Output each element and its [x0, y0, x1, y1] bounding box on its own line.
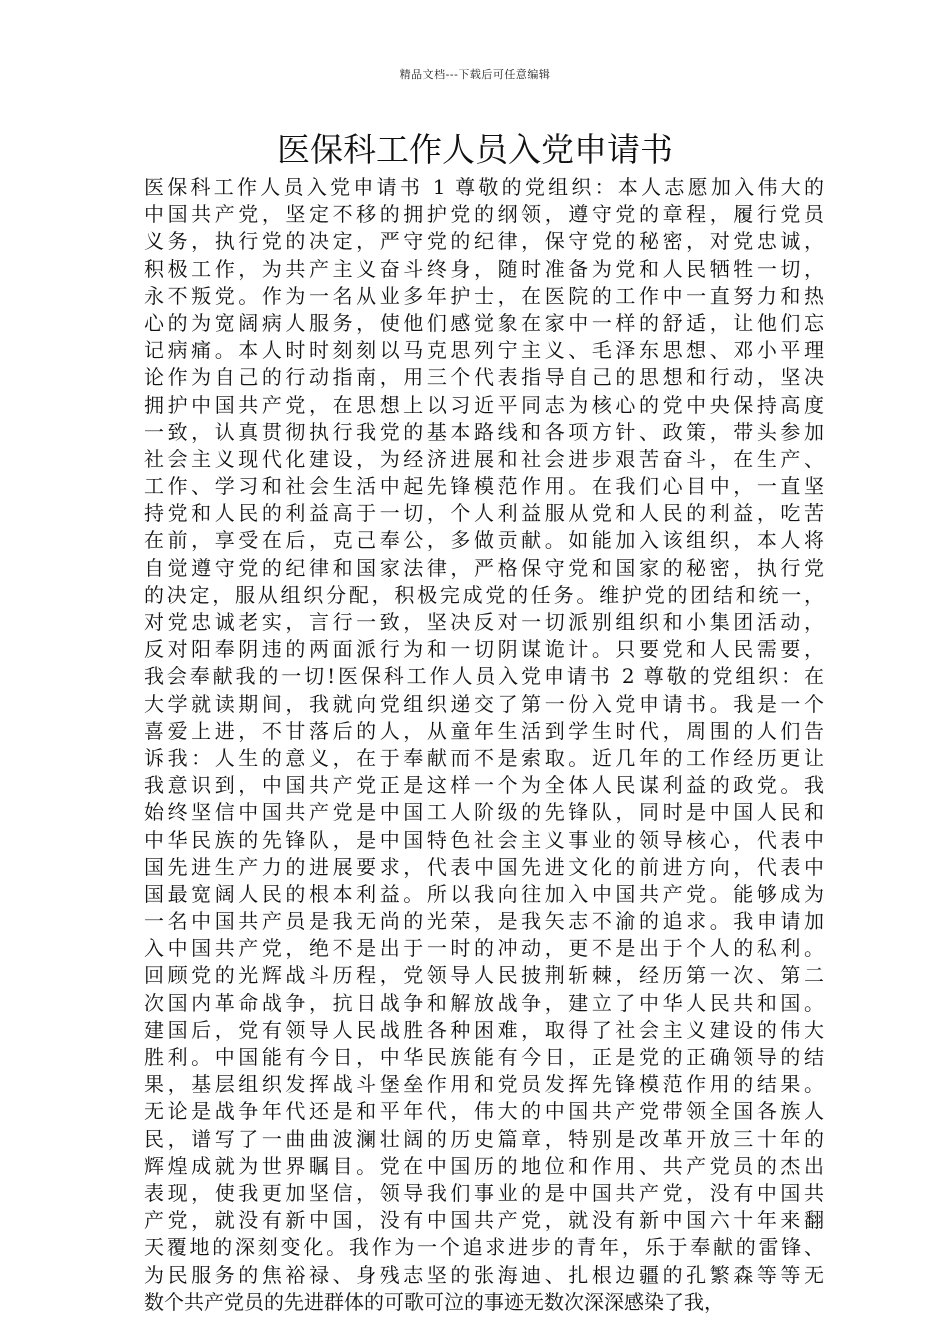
body-text-line: 我会奉献我的一切!医保科工作人员入党申请书 2 尊敬的党组织：在 [144, 664, 824, 689]
body-text-line: 国先进生产力的进展要求，代表中国先进文化的前进方向，代表中 [144, 854, 824, 879]
body-text-line: 论作为自己的行动指南，用三个代表指导自己的思想和行动，坚决 [144, 365, 824, 390]
body-text-line: 我意识到，中国共产党正是这样一个为全体人民谋利益的政党。我 [144, 773, 824, 798]
body-text-line: 数个共产党员的先进群体的可歌可泣的事迹无数次深深感染了我， [144, 1289, 724, 1314]
body-text-line: 积极工作，为共产主义奋斗终身，随时准备为党和人民牺牲一切， [144, 256, 824, 281]
body-text-line: 记病痛。本人时时刻刻以马克思列宁主义、毛泽东思想、邓小平理 [144, 338, 824, 363]
header-note: 精品文档---下载后可任意编辑 [399, 68, 551, 81]
body-text-line: 无论是战争年代还是和平年代，伟大的中国共产党带领全国各族人 [144, 1099, 824, 1124]
body-text-line: 次国内革命战争，抗日战争和解放战争，建立了中华人民共和国。 [144, 990, 824, 1015]
body-text-line: 表现，使我更加坚信，领导我们事业的是中国共产党，没有中国共 [144, 1180, 824, 1205]
body-text-line: 辉煌成就为世界瞩目。党在中国历的地位和作用、共产党员的杰出 [144, 1153, 824, 1178]
body-text-line: 始终坚信中国共产党是中国工人阶级的先锋队，同时是中国人民和 [144, 800, 824, 825]
body-text-line: 产党，就没有新中国，没有中国共产党，就没有新中国六十年来翻 [144, 1208, 824, 1233]
body-text-line: 社会主义现代化建设，为经济进展和社会进步艰苦奋斗，在生产、 [144, 446, 824, 471]
body-text-line: 建国后，党有领导人民战胜各种困难，取得了社会主义建设的伟大 [144, 1017, 824, 1042]
body-text-line: 回顾党的光辉战斗历程，党领导人民披荆斩棘，经历第一次、第二 [144, 963, 824, 988]
document-body [144, 174, 824, 1316]
body-text-line: 持党和人民的利益高于一切，个人利益服从党和人民的利益，吃苦 [144, 501, 824, 526]
body-text-line: 一名中国共产员是我无尚的光荣，是我矢志不渝的追求。我申请加 [144, 909, 824, 934]
body-text-line: 一致，认真贯彻执行我党的基本路线和各项方针、政策，带头参加 [144, 419, 824, 444]
body-text-line: 中国共产党，坚定不移的拥护党的纲领，遵守党的章程，履行党员 [144, 202, 824, 227]
body-text-line: 大学就读期间，我就向党组织递交了第一份入党申请书。我是一个 [144, 691, 824, 716]
body-text-line: 喜爱上进，不甘落后的人，从童年生活到学生时代，周围的人们告 [144, 718, 824, 743]
body-text-line: 为民服务的焦裕禄、身残志坚的张海迪、扎根边疆的孔繁森等等无 [144, 1262, 824, 1287]
body-text-line: 反对阳奉阴违的两面派行为和一切阴谋诡计。只要党和人民需要， [144, 637, 824, 662]
body-text-line: 拥护中国共产党，在思想上以习近平同志为核心的党中央保持高度 [144, 392, 824, 417]
body-text-line: 自觉遵守党的纪律和国家法律，严格保守党和国家的秘密，执行党 [144, 555, 824, 580]
body-text-line: 国最宽阔人民的根本利益。所以我向往加入中国共产党。能够成为 [144, 881, 824, 906]
body-text-line: 的决定，服从组织分配，积极完成党的任务。维护党的团结和统一， [144, 582, 824, 607]
body-text-line: 工作、学习和社会生活中起先锋模范作用。在我们心目中，一直坚 [144, 474, 824, 499]
body-text-line: 天覆地的深刻变化。我作为一个追求进步的青年，乐于奉献的雷锋、 [144, 1235, 824, 1260]
body-text-line: 中华民族的先锋队，是中国特色社会主义事业的领导核心，代表中 [144, 827, 824, 852]
body-text-line: 对党忠诚老实，言行一致，坚决反对一切派别组织和小集团活动， [144, 610, 824, 634]
document-title: 医保科工作人员入党申请书 [277, 130, 673, 169]
body-text-line: 义务，执行党的决定，严守党的纪律，保守党的秘密，对党忠诚， [144, 229, 824, 254]
body-text-line: 永不叛党。作为一名从业多年护士，在医院的工作中一直努力和热 [144, 283, 824, 308]
body-text-line: 医保科工作人员入党申请书 1 尊敬的党组织：本人志愿加入伟大的 [144, 175, 824, 199]
body-text-line: 诉我：人生的意义，在于奉献而不是索取。近几年的工作经历更让 [144, 745, 824, 770]
body-text-line: 果，基层组织发挥战斗堡垒作用和党员发挥先锋模范作用的结果。 [144, 1072, 824, 1097]
body-text-line: 胜利。中国能有今日，中华民族能有今日，正是党的正确领导的结 [144, 1045, 824, 1069]
body-text-line: 心的为宽阔病人服务，使他们感觉象在家中一样的舒适，让他们忘 [144, 310, 824, 335]
body-text-line: 在前，享受在后，克己奉公，多做贡献。如能加入该组织，本人将 [144, 528, 824, 553]
body-text-line: 入中国共产党，绝不是出于一时的冲动，更不是出于个人的私利。 [144, 936, 824, 961]
body-text-line: 民，谱写了一曲曲波澜壮阔的历史篇章，特别是改革开放三十年的 [144, 1126, 824, 1151]
